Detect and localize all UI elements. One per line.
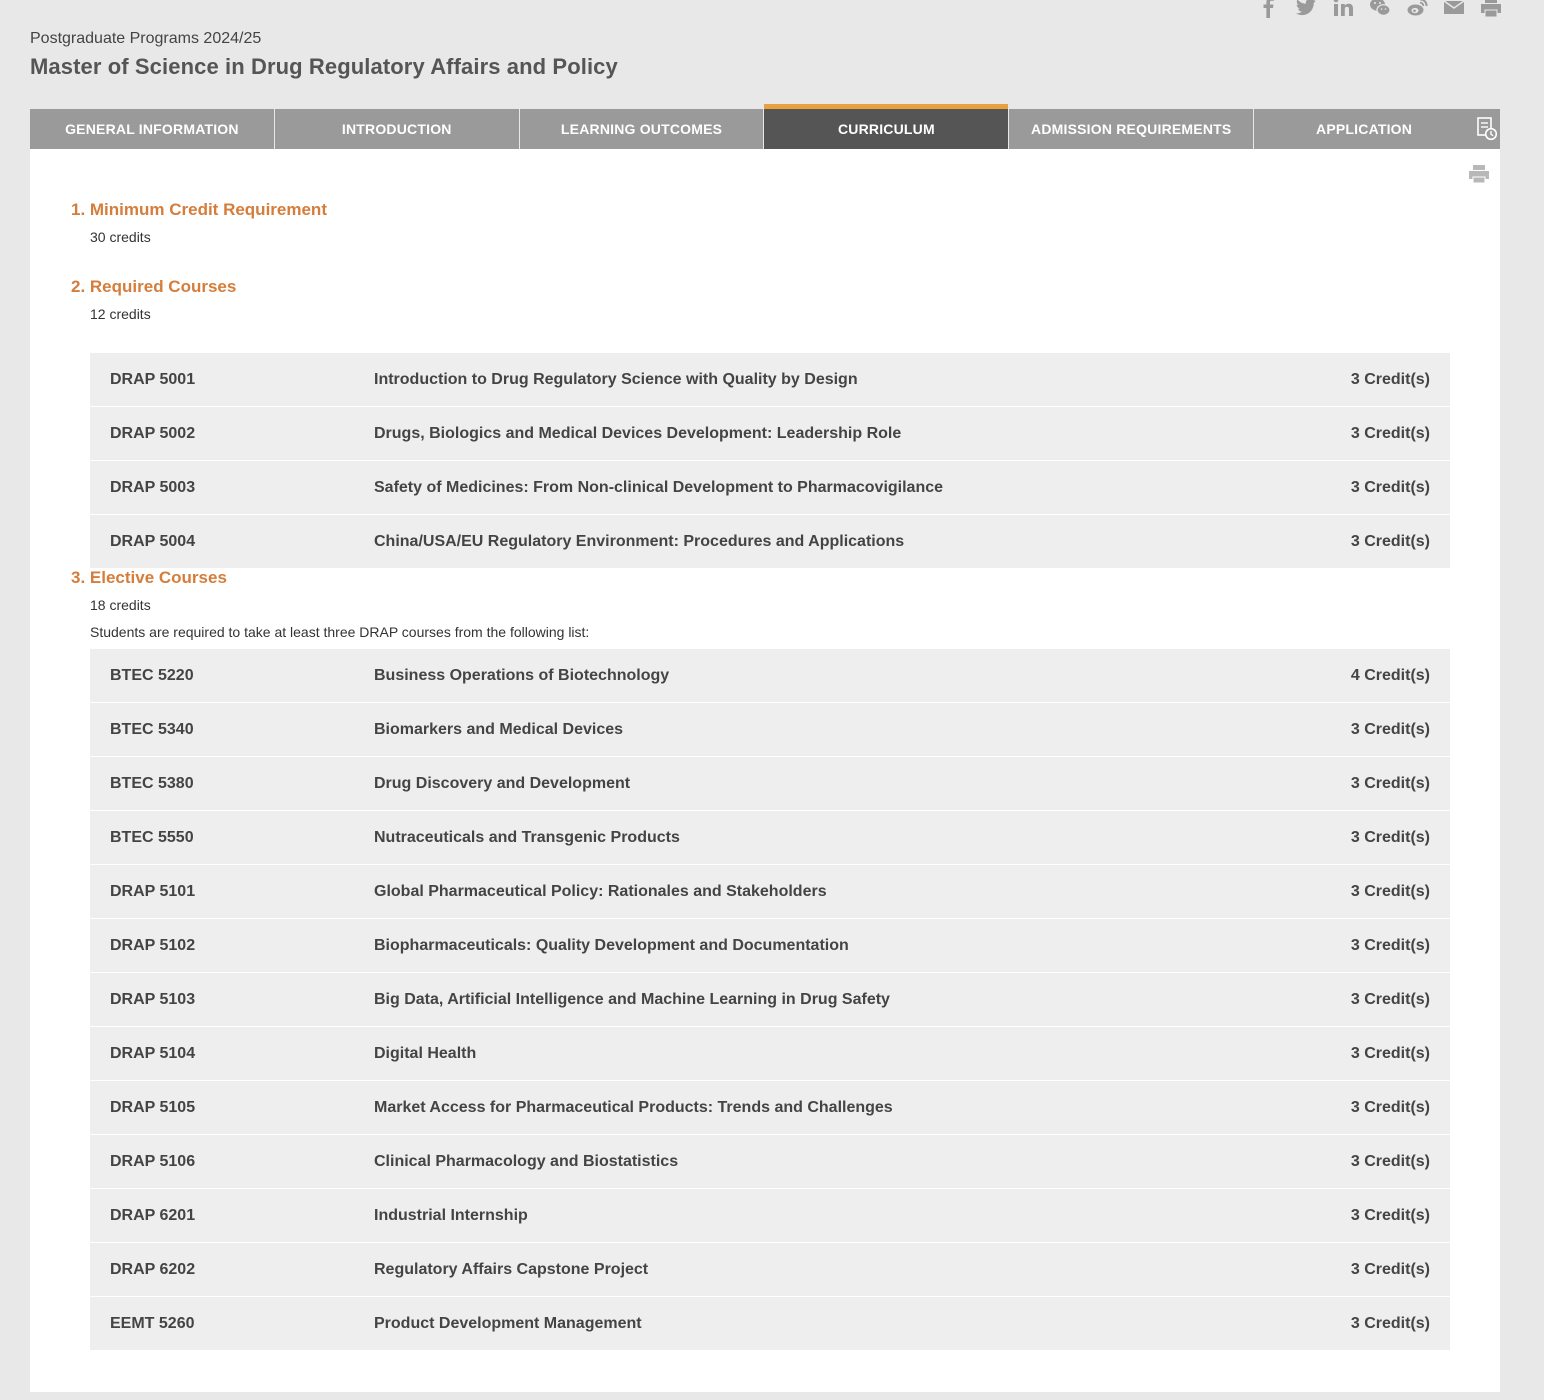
facebook-icon[interactable] — [1258, 0, 1280, 18]
print-icon[interactable] — [1480, 0, 1502, 18]
tab-admission-requirements[interactable]: ADMISSION REQUIREMENTS — [1009, 109, 1253, 149]
course-name: Big Data, Artificial Intelligence and Machine Learning in Drug Safety — [374, 990, 890, 1008]
section-credits: 12 credits — [90, 306, 151, 322]
course-name: Nutraceuticals and Transgenic Products — [374, 828, 680, 846]
course-credits: 3 Credit(s) — [1350, 1044, 1430, 1062]
course-code: DRAP 5102 — [110, 936, 196, 954]
wechat-icon[interactable] — [1369, 0, 1391, 18]
linkedin-icon[interactable] — [1332, 0, 1354, 18]
course-code: DRAP 5003 — [110, 478, 196, 496]
course-code: DRAP 5001 — [110, 370, 196, 388]
table-row — [90, 811, 1450, 865]
email-icon[interactable] — [1443, 0, 1465, 18]
twitter-icon[interactable] — [1295, 0, 1317, 18]
course-credits: 3 Credit(s) — [1350, 1152, 1430, 1170]
course-code: DRAP 5106 — [110, 1152, 196, 1170]
course-credits: 3 Credit(s) — [1350, 720, 1430, 738]
course-credits: 3 Credit(s) — [1350, 990, 1430, 1008]
table-row — [90, 703, 1450, 757]
table-row — [90, 649, 1450, 703]
course-code: DRAP 5004 — [110, 532, 196, 550]
page-subtitle: Postgraduate Programs 2024/25 — [30, 30, 262, 47]
course-code: DRAP 5103 — [110, 990, 196, 1008]
section-required-courses — [71, 277, 236, 322]
table-row — [90, 973, 1450, 1027]
section-title: 1. Minimum Credit Requirement — [71, 200, 327, 219]
section-minimum-credit — [71, 200, 327, 245]
elective-courses-table — [90, 649, 1450, 1351]
table-row — [90, 353, 1450, 407]
course-code: BTEC 5380 — [110, 774, 194, 792]
curriculum-panel — [30, 149, 1500, 1392]
course-credits: 3 Credit(s) — [1350, 828, 1430, 846]
course-name: Drug Discovery and Development — [374, 774, 631, 792]
weibo-icon[interactable] — [1406, 0, 1428, 18]
course-credits: 3 Credit(s) — [1350, 1260, 1430, 1278]
course-credits: 3 Credit(s) — [1350, 1206, 1430, 1224]
table-row — [90, 1135, 1450, 1189]
table-row — [90, 757, 1450, 811]
course-credits: 3 Credit(s) — [1350, 1314, 1430, 1332]
course-name: Safety of Medicines: From Non-clinical Development to Pharmacovigilance — [374, 478, 944, 496]
table-row — [90, 407, 1450, 461]
course-name: Biopharmaceuticals: Quality Development and Documentation — [374, 936, 849, 954]
course-credits: 3 Credit(s) — [1350, 936, 1430, 954]
table-row — [90, 919, 1450, 973]
course-credits: 3 Credit(s) — [1350, 424, 1430, 442]
course-code: BTEC 5340 — [110, 720, 194, 738]
tab-learning-outcomes[interactable]: LEARNING OUTCOMES — [520, 109, 764, 149]
section-credits: 30 credits — [90, 229, 151, 245]
course-name: Digital Health — [374, 1044, 477, 1062]
course-code: BTEC 5220 — [110, 666, 194, 684]
course-credits: 3 Credit(s) — [1350, 478, 1430, 496]
course-name: Industrial Internship — [374, 1206, 528, 1224]
course-credits: 3 Credit(s) — [1350, 1098, 1430, 1116]
course-credits: 4 Credit(s) — [1350, 666, 1430, 684]
table-row — [90, 865, 1450, 919]
course-code: DRAP 5101 — [110, 882, 196, 900]
course-credits: 3 Credit(s) — [1350, 774, 1430, 792]
share-bar — [1258, 0, 1502, 18]
course-name: Business Operations of Biotechnology — [374, 666, 670, 684]
section-title: 2. Required Courses — [71, 277, 237, 296]
course-code: EEMT 5260 — [110, 1314, 195, 1332]
tab-application[interactable]: APPLICATION — [1254, 109, 1474, 149]
course-name: Introduction to Drug Regulatory Science with Quality by Design — [374, 370, 858, 388]
course-name: Market Access for Pharmaceutical Products: Trends and Challenges — [374, 1098, 893, 1116]
course-code: DRAP 6202 — [110, 1260, 196, 1278]
course-credits: 3 Credit(s) — [1350, 370, 1430, 388]
course-name: China/USA/EU Regulatory Environment: Procedures and Applications — [374, 532, 905, 550]
table-row — [90, 461, 1450, 515]
section-elective-courses — [71, 568, 589, 640]
course-name: Product Development Management — [374, 1314, 642, 1332]
section-title: 3. Elective Courses — [71, 568, 227, 587]
course-code: DRAP 5002 — [110, 424, 196, 442]
section-note: Students are required to take at least three DRAP courses from the following list: — [90, 624, 590, 640]
course-credits: 3 Credit(s) — [1350, 532, 1430, 550]
course-name: Clinical Pharmacology and Biostatistics — [374, 1152, 679, 1170]
required-courses-table — [90, 353, 1450, 569]
course-credits: 3 Credit(s) — [1350, 882, 1430, 900]
course-name: Drugs, Biologics and Medical Devices Development: Leadership Role — [374, 424, 902, 442]
course-code: DRAP 5104 — [110, 1044, 196, 1062]
course-name: Global Pharmaceutical Policy: Rationales and Stakeholders — [374, 882, 827, 900]
section-credits: 18 credits — [90, 597, 151, 613]
tab-curriculum[interactable]: CURRICULUM — [764, 109, 1008, 149]
table-row — [90, 1189, 1450, 1243]
table-row — [90, 515, 1450, 569]
table-row — [90, 1027, 1450, 1081]
table-row — [90, 1243, 1450, 1297]
course-name: Biomarkers and Medical Devices — [374, 720, 624, 738]
history-icon[interactable] — [1474, 109, 1500, 149]
course-code: DRAP 6201 — [110, 1206, 196, 1224]
table-row — [90, 1081, 1450, 1135]
table-row — [90, 1297, 1450, 1351]
page-title: Master of Science in Drug Regulatory Affairs and Policy — [30, 54, 618, 79]
course-code: DRAP 5105 — [110, 1098, 196, 1116]
tab-general-information[interactable]: GENERAL INFORMATION — [30, 109, 274, 149]
tab-introduction[interactable]: INTRODUCTION — [275, 109, 519, 149]
print-icon[interactable] — [1468, 164, 1490, 184]
course-name: Regulatory Affairs Capstone Project — [374, 1260, 649, 1278]
page-header — [30, 30, 618, 80]
course-code: BTEC 5550 — [110, 828, 194, 846]
tab-bar — [30, 109, 1500, 149]
